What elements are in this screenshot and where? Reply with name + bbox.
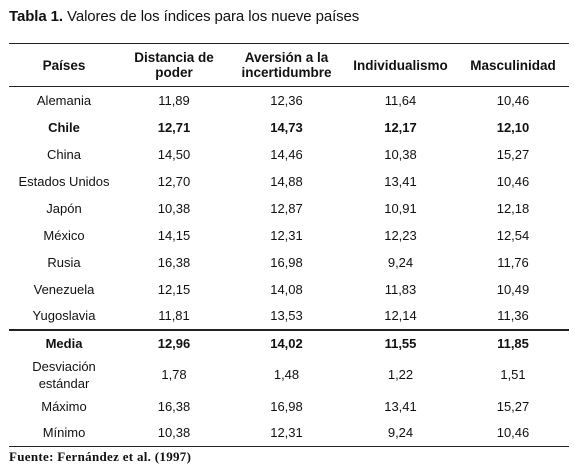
cell-aversion: 12,31 [229, 420, 344, 447]
cell-aversion: 14,88 [270, 173, 303, 189]
cell-stat-label: Mínimo [9, 420, 119, 447]
header-individualismo-line: Individualismo [353, 57, 448, 73]
table-header [9, 44, 569, 87]
table-row-desviacion [9, 357, 569, 393]
cell-distancia: 11,89 [158, 92, 190, 108]
cell-country: Venezuela [33, 281, 95, 297]
cell-country: Chile [48, 119, 80, 135]
cell-masculinidad: 15,27 [496, 398, 530, 414]
cell-aversion: 12,31 [270, 227, 303, 243]
cell-aversion: 14,02 [229, 330, 344, 357]
header-masculinidad-line: Masculinidad [470, 57, 556, 73]
header-masculinidad [457, 44, 569, 87]
cell-country: Yugoslavia [32, 308, 96, 323]
cell-masculinidad: 12,18 [496, 200, 530, 216]
cell-stat-label: Media [9, 330, 119, 357]
cell-individualismo: 12,23 [384, 227, 417, 243]
header-distancia-line-1: Distancia de [134, 50, 214, 65]
header-individualismo [344, 44, 457, 87]
cell-distancia: 1,78 [161, 367, 187, 382]
cell-aversion: 16,98 [270, 254, 303, 270]
cell-aversion: 12,87 [270, 200, 303, 216]
caption-text: Valores de los índices para los nueve países [67, 8, 360, 25]
table-row-media [9, 330, 569, 357]
source-note: Fuente: Fernández et al. (1997) [9, 449, 192, 464]
table-body [9, 87, 569, 447]
table-row [9, 141, 569, 168]
cell-individualismo: 1,22 [387, 367, 414, 382]
cell-individualismo: 10,91 [384, 200, 417, 216]
header-paises-line: Países [42, 57, 86, 73]
cell-masculinidad: 10,46 [457, 420, 569, 447]
cell-distancia: 12,96 [119, 330, 229, 357]
header-distancia-poder [119, 44, 229, 87]
table-row [9, 195, 569, 222]
table-row [9, 222, 569, 249]
cell-masculinidad: 11,36 [497, 308, 529, 323]
header-paises [9, 44, 119, 87]
cell-masculinidad: 10,46 [496, 92, 530, 108]
cell-country: Estados Unidos [18, 173, 110, 189]
caption-label: Tabla 1. [9, 8, 63, 25]
table-row-highlighted [9, 114, 569, 141]
header-row [9, 44, 569, 87]
cell-distancia: 12,15 [157, 281, 191, 297]
cell-distancia: 14,15 [157, 227, 191, 243]
cell-aversion: 16,98 [270, 398, 303, 414]
cell-masculinidad: 12,10 [496, 119, 530, 135]
cell-country: Alemania [36, 92, 92, 108]
cell-stat-label: Máximo [41, 398, 87, 414]
cell-individualismo: 11,64 [384, 92, 417, 108]
cell-aversion: 1,48 [273, 367, 300, 382]
cell-distancia: 12,70 [157, 173, 191, 189]
cell-masculinidad: 11,85 [457, 330, 569, 357]
cell-country: Japón [46, 200, 82, 216]
cell-aversion: 14,46 [270, 146, 303, 162]
cell-country: México [43, 227, 85, 243]
cell-country: China [47, 146, 81, 162]
cell-individualismo: 13,41 [384, 173, 417, 189]
cell-individualismo: 11,83 [384, 281, 417, 297]
header-aversion-incertidumbre [229, 44, 344, 87]
cell-distancia: 12,71 [157, 119, 191, 135]
cell-individualismo: 12,17 [384, 119, 417, 135]
table-row-maximo [9, 393, 569, 420]
cell-distancia: 16,38 [157, 254, 191, 270]
cell-masculinidad: 10,49 [496, 281, 530, 297]
cell-aversion: 13,53 [270, 308, 303, 323]
cell-individualismo: 10,38 [384, 146, 417, 162]
cell-individualismo: 9,24 [344, 420, 457, 447]
table-row [9, 168, 569, 195]
cell-individualismo: 9,24 [387, 254, 414, 270]
cell-masculinidad: 1,51 [500, 367, 526, 382]
header-distancia-line-2: poder [155, 65, 193, 80]
cell-aversion: 12,36 [270, 92, 303, 108]
cell-stat-label: Desviación estándar [32, 358, 96, 391]
cell-aversion: 14,08 [270, 281, 303, 297]
cell-individualismo: 12,14 [384, 308, 417, 323]
cell-aversion: 14,73 [270, 119, 303, 135]
table-row [9, 303, 569, 330]
cell-individualismo: 13,41 [384, 398, 417, 414]
indices-table [9, 43, 569, 447]
table-caption [9, 8, 359, 25]
header-aversion-line-1: Aversión a la [244, 50, 329, 65]
table-row [9, 87, 569, 114]
cell-masculinidad: 11,76 [497, 254, 529, 270]
cell-distancia: 10,38 [119, 420, 229, 447]
cell-masculinidad: 10,46 [496, 173, 530, 189]
table-row [9, 249, 569, 276]
cell-distancia: 10,38 [157, 200, 191, 216]
cell-country: Rusia [47, 254, 81, 270]
cell-distancia: 16,38 [157, 398, 191, 414]
cell-distancia: 11,81 [158, 308, 190, 323]
cell-masculinidad: 12,54 [496, 227, 530, 243]
table-row [9, 276, 569, 303]
table-row-minimo [9, 420, 569, 447]
header-aversion-line-2: incertidumbre [241, 65, 332, 80]
cell-individualismo: 11,55 [344, 330, 457, 357]
cell-masculinidad: 15,27 [496, 146, 530, 162]
cell-distancia: 14,50 [157, 146, 191, 162]
